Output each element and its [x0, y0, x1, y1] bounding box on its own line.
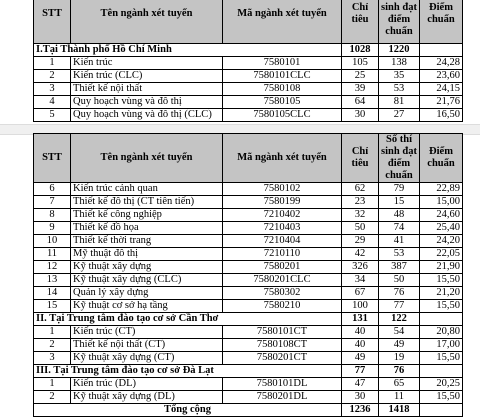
header-stt: STT [34, 0, 71, 44]
row-stt: 1 [34, 57, 71, 70]
row-so-thi-sinh: 53 [379, 248, 420, 261]
table-row [34, 378, 463, 391]
row-chi-tieu: 40 [342, 339, 379, 352]
row-so-thi-sinh: 387 [379, 261, 420, 274]
row-chi-tieu: 29 [342, 235, 379, 248]
row-ma-nganh: 7580105CLC [223, 109, 342, 122]
row-so-thi-sinh: 77 [379, 300, 420, 313]
row-so-thi-sinh: 27 [379, 109, 420, 122]
row-stt: 9 [34, 222, 71, 235]
row-stt: 13 [34, 274, 71, 287]
header-so-thi-sinh: Số thí sinh đạt điểm chuẩn [379, 134, 420, 183]
row-chi-tieu: 100 [342, 300, 379, 313]
row-so-thi-sinh: 81 [379, 96, 420, 109]
row-stt: 8 [34, 209, 71, 222]
table-row [34, 222, 463, 235]
header-stt: STT [34, 134, 71, 183]
total-label: Tổng cộng [34, 404, 342, 417]
row-so-thi-sinh: 74 [379, 222, 420, 235]
header-chi-tieu: Chỉ tiêu [342, 0, 379, 44]
section-so-thi-sinh: 76 [379, 365, 420, 378]
row-ten-nganh: Kỹ thuật xây dựng (CT) [71, 352, 223, 365]
section-row-da-lat [34, 365, 463, 378]
row-chi-tieu: 34 [342, 274, 379, 287]
row-chi-tieu: 23 [342, 196, 379, 209]
table-row [34, 248, 463, 261]
row-so-thi-sinh: 48 [379, 209, 420, 222]
row-ten-nganh: Kiến trúc (CLC) [71, 70, 223, 83]
table-row [34, 300, 463, 313]
row-ma-nganh: 7210110 [223, 248, 342, 261]
row-stt: 12 [34, 261, 71, 274]
row-so-thi-sinh: 15 [379, 196, 420, 209]
section-label: I.Tại Thành phố Hồ Chí Minh [34, 44, 342, 57]
row-diem-chuan: 24,20 [420, 235, 463, 248]
row-stt: 2 [34, 339, 71, 352]
row-ma-nganh: 7210404 [223, 235, 342, 248]
row-stt: 3 [34, 352, 71, 365]
row-diem-chuan: 15,50 [420, 352, 463, 365]
row-diem-chuan: 21,90 [420, 261, 463, 274]
row-chi-tieu: 62 [342, 183, 379, 196]
row-ma-nganh: 7210403 [223, 222, 342, 235]
row-ma-nganh: 7580201 [223, 261, 342, 274]
table-row [34, 352, 463, 365]
row-stt: 3 [34, 83, 71, 96]
row-stt: 2 [34, 70, 71, 83]
row-ma-nganh: 7580101CLC [223, 70, 342, 83]
row-so-thi-sinh: 53 [379, 83, 420, 96]
row-ma-nganh: 7580101CT [223, 326, 342, 339]
table-row [34, 326, 463, 339]
row-ma-nganh: 7580108CT [223, 339, 342, 352]
row-stt: 2 [34, 391, 71, 404]
table-row [34, 235, 463, 248]
table-row [34, 209, 463, 222]
row-stt: 10 [34, 235, 71, 248]
total-chi-tieu: 1236 [342, 404, 379, 417]
row-chi-tieu: 25 [342, 70, 379, 83]
row-diem-chuan: 16,50 [420, 109, 463, 122]
row-ten-nganh: Thiết kế đồ họa [71, 222, 223, 235]
header-so-thi-sinh: sinh đạt điểm chuẩn [379, 0, 420, 44]
section-empty [420, 365, 463, 378]
row-ten-nganh: Kiến trúc (DL) [71, 378, 223, 391]
row-chi-tieu: 326 [342, 261, 379, 274]
row-ten-nganh: Thiết kế công nghiệp [71, 209, 223, 222]
header-diem-chuan: Điểm chuẩn [420, 0, 463, 44]
section-label: III. Tại Trung tâm đào tạo cơ sở Đà Lạt [34, 365, 342, 378]
row-stt: 5 [34, 109, 71, 122]
row-so-thi-sinh: 76 [379, 287, 420, 300]
row-so-thi-sinh: 54 [379, 326, 420, 339]
row-ma-nganh: 7580101DL [223, 378, 342, 391]
table-row [34, 339, 463, 352]
row-ten-nganh: Kỹ thuật xây dựng (CLC) [71, 274, 223, 287]
row-chi-tieu: 32 [342, 209, 379, 222]
row-chi-tieu: 30 [342, 109, 379, 122]
row-diem-chuan: 22,05 [420, 248, 463, 261]
table-row [34, 274, 463, 287]
row-diem-chuan: 25,40 [420, 222, 463, 235]
section-row-hcm [34, 44, 463, 57]
row-ma-nganh: 7580201CT [223, 352, 342, 365]
header-ten-nganh: Tên ngành xét tuyển [71, 134, 223, 183]
total-so-thi-sinh: 1418 [379, 404, 420, 417]
row-diem-chuan: 20,80 [420, 326, 463, 339]
table-row [34, 196, 463, 209]
row-diem-chuan: 15,50 [420, 274, 463, 287]
row-chi-tieu: 105 [342, 57, 379, 70]
row-stt: 1 [34, 378, 71, 391]
row-chi-tieu: 30 [342, 391, 379, 404]
row-diem-chuan: 21,20 [420, 287, 463, 300]
section-so-thi-sinh: 122 [379, 313, 420, 326]
table-row [34, 391, 463, 404]
row-so-thi-sinh: 41 [379, 235, 420, 248]
row-diem-chuan: 15,50 [420, 300, 463, 313]
row-ma-nganh: 7580105 [223, 96, 342, 109]
row-ten-nganh: Kỹ thuật cơ sở hạ tầng [71, 300, 223, 313]
row-ma-nganh: 7580102 [223, 183, 342, 196]
row-chi-tieu: 50 [342, 222, 379, 235]
table-row [34, 109, 463, 122]
row-ten-nganh: Quy hoạch vùng và đô thị [71, 96, 223, 109]
section-label: II. Tại Trung tâm đào tạo cơ sở Cần Thơ [34, 313, 342, 326]
section-row-can-tho [34, 313, 463, 326]
row-ma-nganh: 7580101 [223, 57, 342, 70]
row-ten-nganh: Mỹ thuật đô thị [71, 248, 223, 261]
row-ten-nganh: Kiến trúc cảnh quan [71, 183, 223, 196]
row-chi-tieu: 64 [342, 96, 379, 109]
row-ma-nganh: 7580199 [223, 196, 342, 209]
row-ten-nganh: Kỹ thuật xây dựng (DL) [71, 391, 223, 404]
row-so-thi-sinh: 11 [379, 391, 420, 404]
row-chi-tieu: 39 [342, 83, 379, 96]
row-ten-nganh: Quy hoạch vùng và đô thị (CLC) [71, 109, 223, 122]
row-ten-nganh: Quản lý xây dựng [71, 287, 223, 300]
row-so-thi-sinh: 49 [379, 339, 420, 352]
row-so-thi-sinh: 50 [379, 274, 420, 287]
row-diem-chuan: 24,60 [420, 209, 463, 222]
row-so-thi-sinh: 79 [379, 183, 420, 196]
row-stt: 15 [34, 300, 71, 313]
header-diem-chuan: Điểm chuẩn [420, 134, 463, 183]
row-so-thi-sinh: 19 [379, 352, 420, 365]
row-so-thi-sinh: 35 [379, 70, 420, 83]
row-chi-tieu: 49 [342, 352, 379, 365]
table-row [34, 261, 463, 274]
header-ma-nganh: Mã ngành xét tuyển [223, 134, 342, 183]
row-ma-nganh: 7580108 [223, 83, 342, 96]
section-chi-tieu: 77 [342, 365, 379, 378]
row-ten-nganh: Thiết kế nội thất [71, 83, 223, 96]
table-row [34, 287, 463, 300]
table-row [34, 83, 463, 96]
row-ten-nganh: Thiết kế thời trang [71, 235, 223, 248]
row-diem-chuan: 21,76 [420, 96, 463, 109]
row-stt: 6 [34, 183, 71, 196]
table-row [34, 96, 463, 109]
row-ma-nganh: 7580302 [223, 287, 342, 300]
row-ten-nganh: Thiết kế đô thị (CT tiên tiến) [71, 196, 223, 209]
row-chi-tieu: 47 [342, 378, 379, 391]
header-chi-tieu: Chỉ tiêu [342, 134, 379, 183]
row-diem-chuan: 24,28 [420, 57, 463, 70]
row-chi-tieu: 42 [342, 248, 379, 261]
row-ten-nganh: Kiến trúc (CT) [71, 326, 223, 339]
header-ten-nganh: Tên ngành xét tuyển [71, 0, 223, 44]
row-diem-chuan: 23,60 [420, 70, 463, 83]
row-ma-nganh: 7580210 [223, 300, 342, 313]
row-so-thi-sinh: 138 [379, 57, 420, 70]
row-stt: 7 [34, 196, 71, 209]
row-ma-nganh: 7580201DL [223, 391, 342, 404]
row-so-thi-sinh: 65 [379, 378, 420, 391]
row-ma-nganh: 7580201CLC [223, 274, 342, 287]
section-so-thi-sinh: 1220 [379, 44, 420, 57]
row-stt: 11 [34, 248, 71, 261]
row-chi-tieu: 40 [342, 326, 379, 339]
row-diem-chuan: 24,15 [420, 83, 463, 96]
row-stt: 1 [34, 326, 71, 339]
row-ma-nganh: 7210402 [223, 209, 342, 222]
section-chi-tieu: 131 [342, 313, 379, 326]
row-ten-nganh: Kỹ thuật xây dựng [71, 261, 223, 274]
table-header-row [34, 134, 463, 183]
table-row [34, 57, 463, 70]
admission-table-part-1 [33, 0, 463, 122]
row-diem-chuan: 22,89 [420, 183, 463, 196]
row-ten-nganh: Kiến trúc [71, 57, 223, 70]
row-stt: 4 [34, 96, 71, 109]
row-stt: 14 [34, 287, 71, 300]
total-empty [420, 404, 463, 417]
table-header-row [34, 0, 463, 44]
row-diem-chuan: 15,50 [420, 391, 463, 404]
section-chi-tieu: 1028 [342, 44, 379, 57]
header-ma-nganh: Mã ngành xét tuyển [223, 0, 342, 44]
row-diem-chuan: 15,00 [420, 196, 463, 209]
table-row [34, 183, 463, 196]
row-ten-nganh: Thiết kế nội thất (CT) [71, 339, 223, 352]
total-row [34, 404, 463, 417]
section-empty [420, 313, 463, 326]
row-chi-tieu: 67 [342, 287, 379, 300]
row-diem-chuan: 17,00 [420, 339, 463, 352]
section-empty [420, 44, 463, 57]
table-row [34, 70, 463, 83]
admission-table-part-2 [33, 133, 463, 417]
row-diem-chuan: 20,25 [420, 378, 463, 391]
